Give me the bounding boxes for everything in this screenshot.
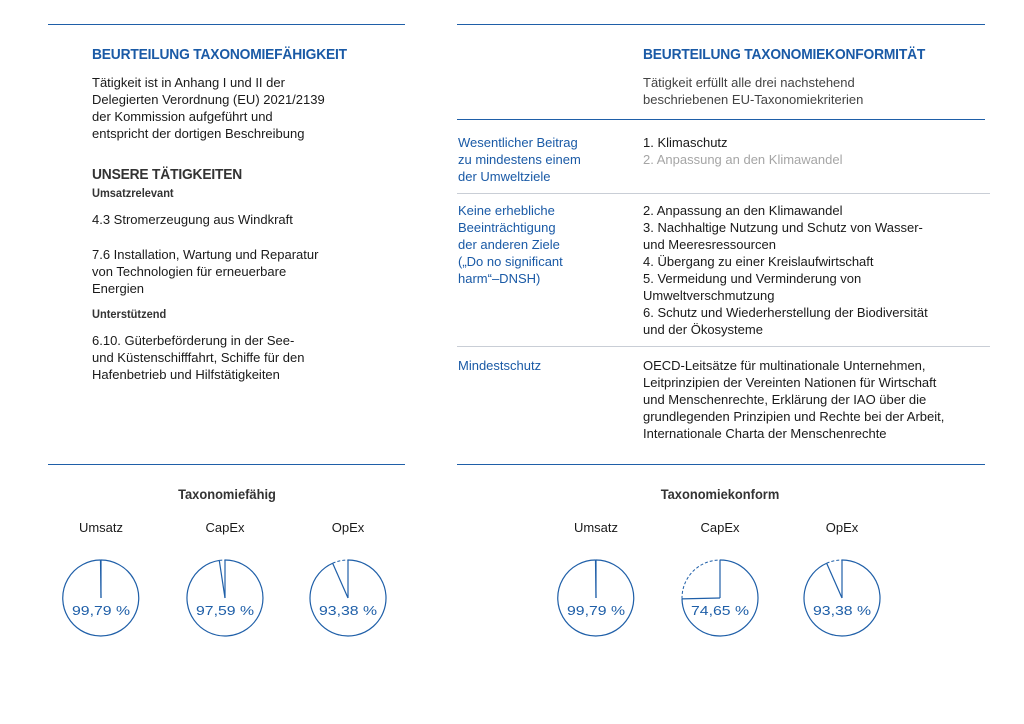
criterion-label: Wesentlicher Beitrag zu mindestens einem der Umweltziele bbox=[458, 135, 581, 184]
pie-radius-end bbox=[219, 560, 225, 598]
criterion-label: Keine erhebliche Beeinträchtigung der anderen Ziele („Do no significant harm“–DNSH) bbox=[458, 203, 563, 286]
pie-chart bbox=[802, 558, 882, 638]
row-divider bbox=[457, 346, 990, 347]
pie-value-label: 99,79 % bbox=[72, 604, 130, 618]
pie-value-label: 93,38 % bbox=[813, 604, 871, 618]
chart-title: Taxonomiefähig bbox=[178, 486, 276, 502]
taxonomy-alignment-heading: BEURTEILUNG TAXONOMIEKONFORMITÄT bbox=[643, 46, 926, 63]
chart-rule-right bbox=[457, 464, 985, 465]
pie-chart bbox=[61, 558, 141, 638]
pie-value-label: 99,79 % bbox=[567, 604, 625, 618]
group-label-revenue: Umsatzrelevant bbox=[92, 186, 174, 200]
criterion-values: OECD-Leitsätze für multinationale Unternehmen, Leitprinzipien der Vereinten Nationen für Wirtschaft und Menschenrechte, Erklärung der IAO über die grundlegenden Prinzipien und Rechte bei der Arbeit, Internationale Charta der Menschenrechte bbox=[643, 358, 945, 441]
chart-rule-left bbox=[48, 464, 405, 465]
alignment-intro: Tätigkeit erfüllt alle drei nachstehend beschriebenen EU-Taxonomiekriterien bbox=[643, 75, 864, 107]
table-top-rule bbox=[457, 119, 985, 120]
activity-item: 6.10. Güterbeförderung in der See- und Küstenschifffahrt, Schiffe für den Hafenbetrieb und Hilfstätigkeiten bbox=[92, 333, 305, 382]
pie-chart bbox=[556, 558, 636, 638]
criterion-values: 1. Klimaschutz 2. Anpassung an den Klimawandel bbox=[643, 135, 843, 167]
pie-chart bbox=[185, 558, 265, 638]
chart-title: Taxonomiekonform bbox=[660, 486, 780, 502]
row-divider bbox=[457, 193, 990, 194]
pie-radius-end bbox=[827, 563, 842, 598]
activities-heading: UNSERE TÄTIGKEITEN bbox=[92, 166, 243, 183]
group-label-supporting: Unterstützend bbox=[92, 307, 167, 321]
pie-category-label: CapEx bbox=[205, 520, 245, 535]
pie-value-label: 93,38 % bbox=[319, 604, 377, 618]
pie-category-label: CapEx bbox=[700, 520, 740, 535]
activity-item: 7.6 Installation, Wartung und Reparatur von Technologien für erneuerbare Energien bbox=[92, 247, 319, 296]
pie-radius-end bbox=[101, 560, 102, 598]
pie-chart bbox=[308, 558, 388, 638]
taxonomy-eligibility-heading: BEURTEILUNG TAXONOMIEFÄHIGKEIT bbox=[92, 46, 347, 63]
pie-chart bbox=[680, 558, 760, 638]
pie-value-label: 74,65 % bbox=[691, 604, 749, 618]
pie-radius-end bbox=[596, 560, 597, 598]
pie-category-label: Umsatz bbox=[78, 520, 124, 535]
activity-item: 4.3 Stromerzeugung aus Windkraft bbox=[92, 212, 293, 227]
criterion-values: 2. Anpassung an den Klimawandel 3. Nachhaltige Nutzung und Schutz von Wasser- und Meeresressourcen 4. Übergang zu einer Kreislaufwirtschaft 5. Vermeidung und Verminderung von Umweltverschmutzung 6. Schutz und Wiederherstellung der Biodiversität und der Ökosysteme bbox=[643, 203, 928, 337]
pie-category-label: Umsatz bbox=[573, 520, 619, 535]
pie-remainder-arc bbox=[682, 560, 720, 599]
pie-remainder-arc bbox=[827, 560, 842, 563]
pie-remainder-arc bbox=[333, 560, 348, 563]
criterion-label: Mindestschutz bbox=[458, 358, 542, 373]
top-rule-left bbox=[48, 24, 405, 25]
pie-radius-end bbox=[333, 563, 348, 598]
eligibility-intro: Tätigkeit ist in Anhang I und II der Delegierten Verordnung (EU) 2021/2139 der Kommission aufgeführt und entspricht der dortigen Beschreibung bbox=[92, 75, 325, 141]
pie-value-label: 97,59 % bbox=[196, 604, 254, 618]
top-rule-right bbox=[457, 24, 985, 25]
pie-category-label: OpEx bbox=[331, 520, 365, 535]
pie-category-label: OpEx bbox=[825, 520, 859, 535]
pie-radius-end bbox=[682, 598, 720, 599]
